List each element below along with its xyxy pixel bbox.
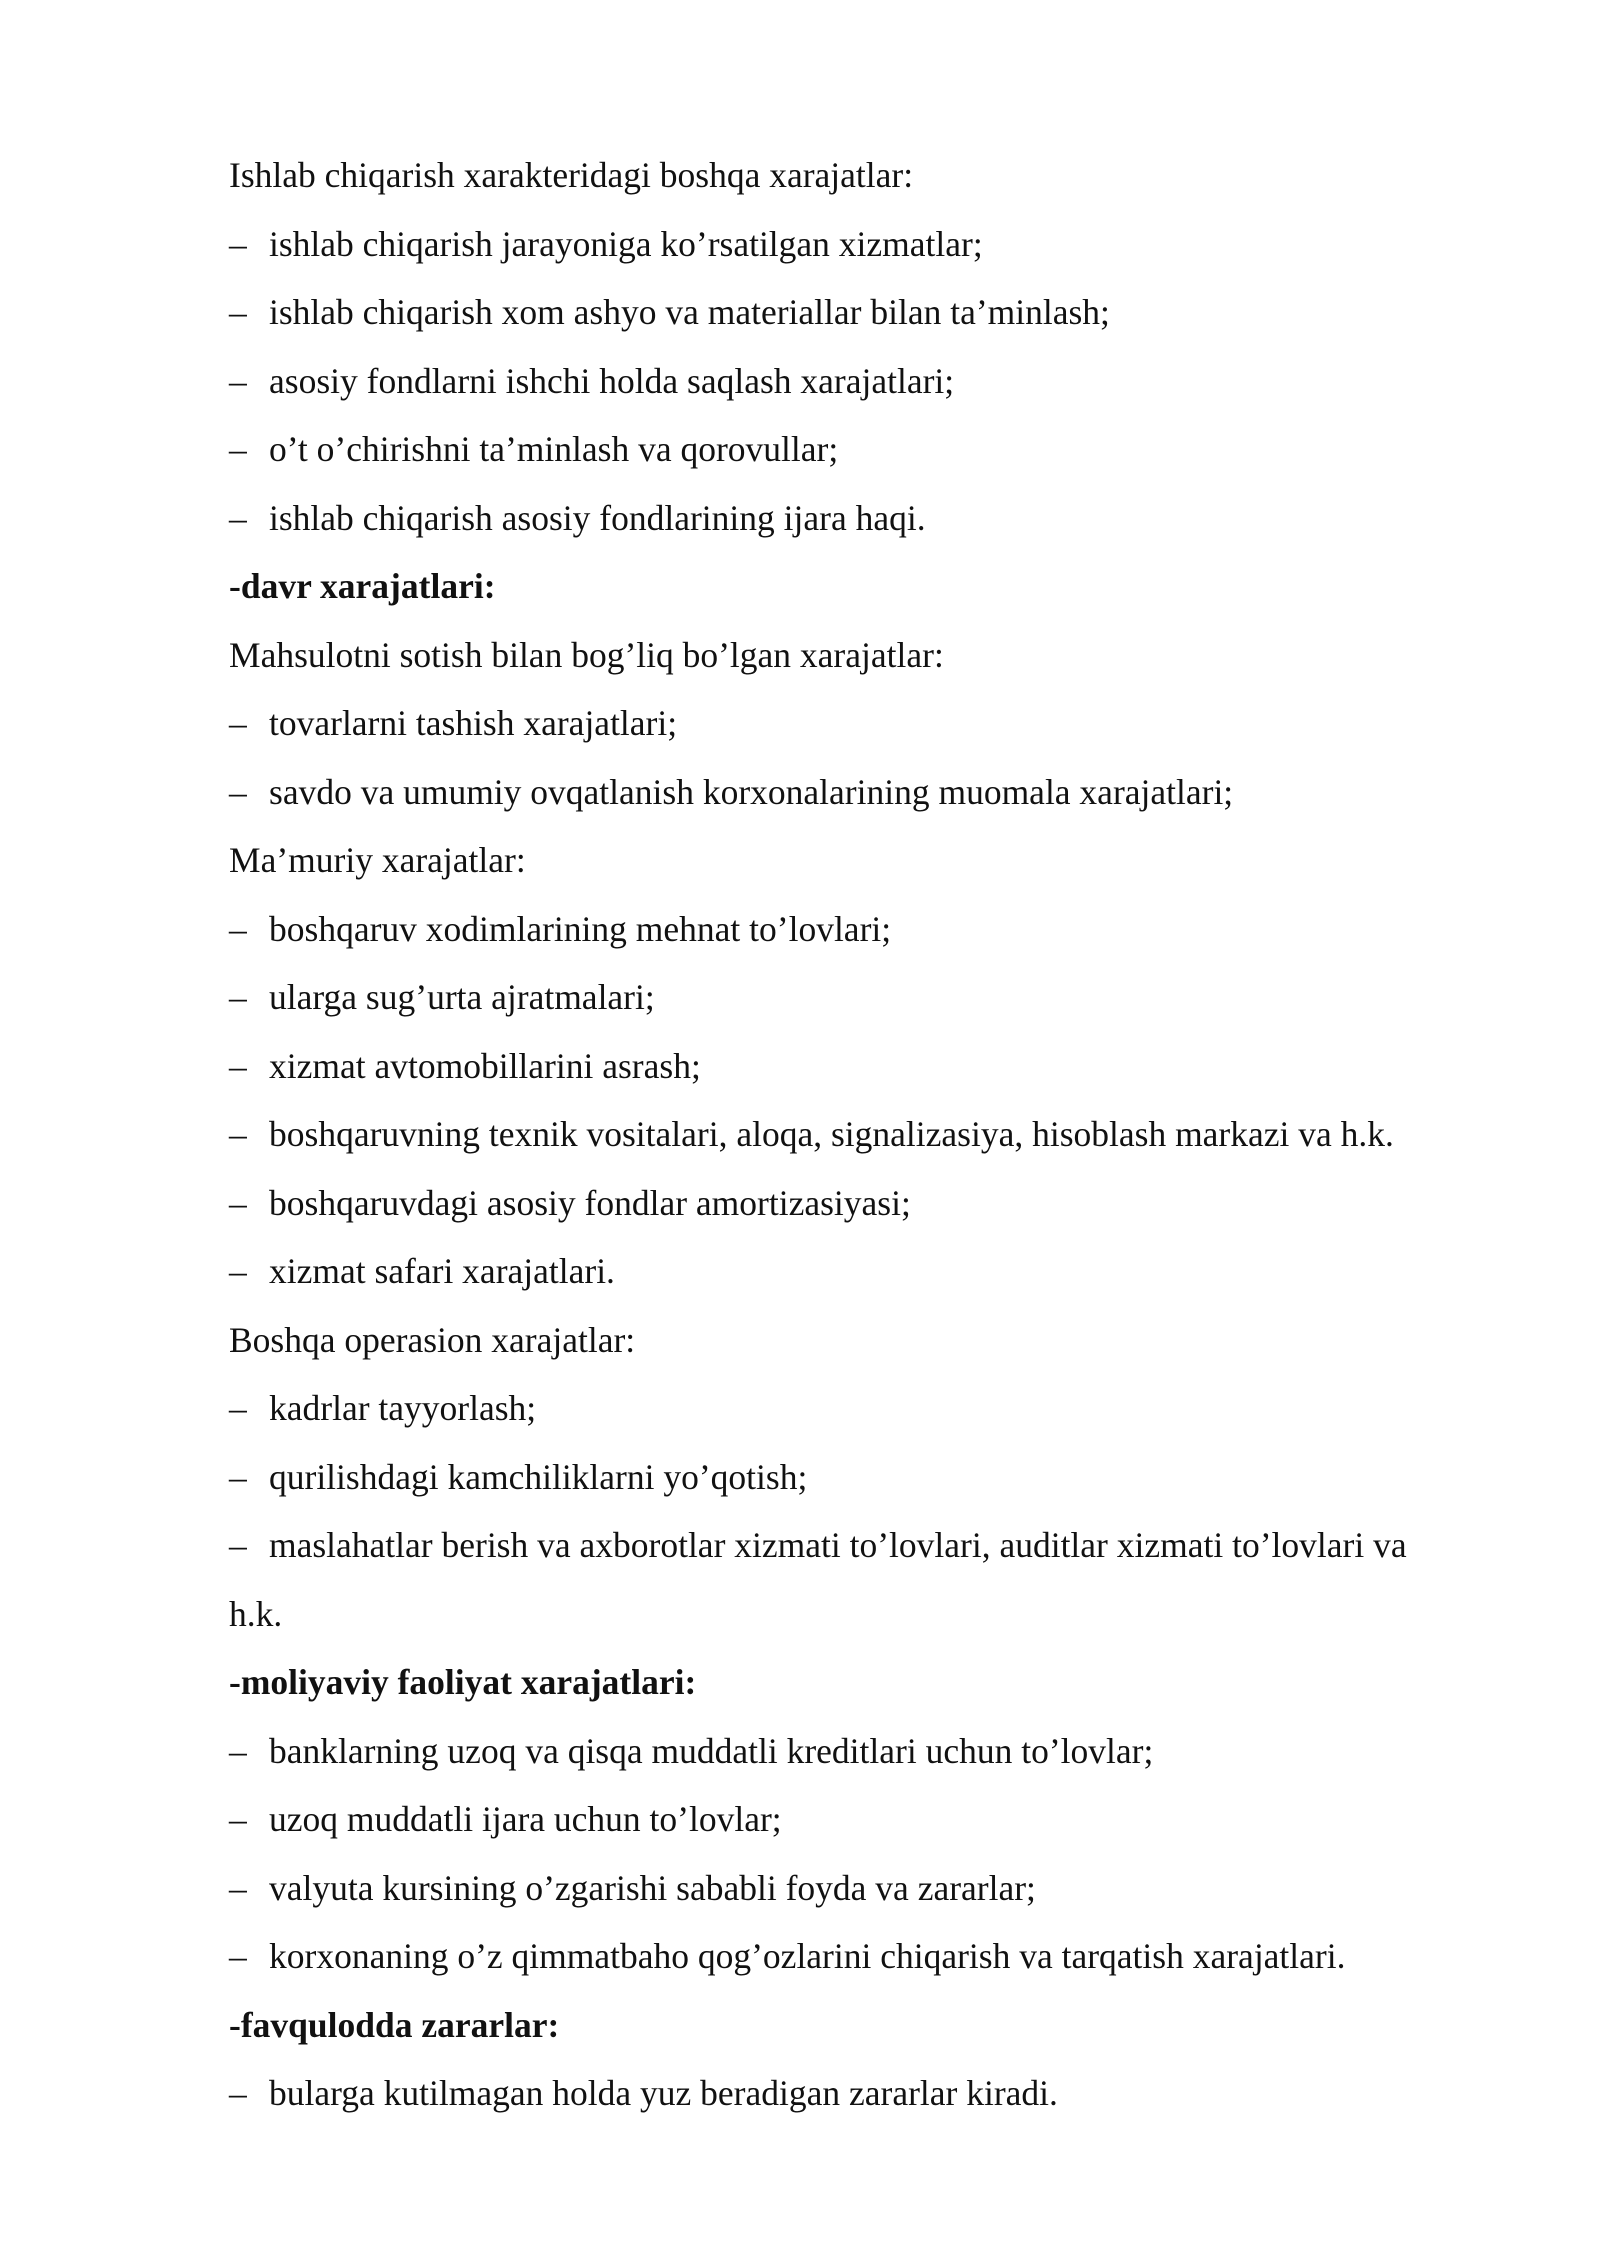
dash-bullet: – [229,977,247,1017]
paragraph-line: Boshqa operasion xarajatlar: [229,1319,636,1360]
dash-bullet: – [229,1867,247,1908]
list-item: – bularga kutilmagan holda yuz beradigan zararlar kiradi. [229,2066,1499,2135]
dash-bullet: – [229,1251,247,1291]
list-item: – valyuta kursining o’zgarishi sababli foyda va zararlar; [229,1861,1499,1930]
list-item: – xizmat safari xarajatlari. [229,1244,1499,1313]
dash-bullet: – [229,1182,247,1223]
section-heading: -moliyaviy faoliyat xarajatlari: [229,1662,697,1702]
dash-bullet: – [229,1799,247,1839]
dash-bullet: – [229,360,247,401]
list-item: – xizmat avtomobillarini asrash; [229,1039,1499,1108]
list-item: – qurilishdagi kamchiliklarni yo’qotish; [229,1450,1499,1519]
dash-bullet: – [229,223,247,264]
paragraph-line: h.k. [229,1593,283,1634]
dash-bullet: – [229,497,247,538]
paragraph-line: Mahsulotni sotish bilan bog’liq bo’lgan xarajatlar: [229,634,944,675]
list-item: – asosiy fondlarni ishchi holda saqlash xarajatlari; [229,354,1499,423]
dash-bullet: – [229,2073,247,2113]
dash-bullet: – [229,1730,247,1771]
paragraph-line: Ma’muriy xarajatlar: [229,840,526,880]
list-item: – boshqaruvdagi asosiy fondlar amortizasiyasi; [229,1176,1499,1245]
list-item: – boshqaruvning texnik vositalari, aloqa, signalizasiya, hisoblash markazi va h.k. [229,1107,1499,1176]
dash-bullet: – [229,1388,247,1428]
list-item: – korxonaning o’z qimmatbaho qog’ozlarini chiqarish va tarqatish xarajatlari. [229,1929,1499,1998]
document-page [229,148,1499,2135]
list-item: – banklarning uzoq va qisqa muddatli kreditlari uchun to’lovlar; [229,1724,1499,1793]
section-heading: -favqulodda zararlar: [229,2004,560,2045]
list-item: – ishlab chiqarish jarayoniga ko’rsatilgan xizmatlar; [229,217,1499,286]
dash-bullet: – [229,429,247,469]
list-item: – tovarlarni tashish xarajatlari; [229,696,1499,765]
dash-bullet: – [229,703,247,743]
dash-bullet: – [229,1456,247,1497]
dash-bullet: – [229,908,247,949]
list-item: – ishlab chiqarish asosiy fondlarining ijara haqi. [229,491,1499,560]
list-item: – ishlab chiqarish xom ashyo va materiallar bilan ta’minlash; [229,285,1499,354]
dash-bullet: – [229,1525,247,1565]
list-item: – maslahatlar berish va axborotlar xizmati to’lovlari, auditlar xizmati to’lovlari va [229,1518,1499,1587]
list-item: – uzoq muddatli ijara uchun to’lovlar; [229,1792,1499,1861]
dash-bullet: – [229,1045,247,1086]
dash-bullet: – [229,771,247,812]
list-item: – kadrlar tayyorlash; [229,1381,1499,1450]
dash-bullet: – [229,1114,247,1154]
list-item: – ularga sug’urta ajratmalari; [229,970,1499,1039]
list-item: – o’t o’chirishni ta’minlash va qorovullar; [229,422,1499,491]
list-item: – savdo va umumiy ovqatlanish korxonalarining muomala xarajatlari; [229,765,1499,834]
section-heading: -davr xarajatlari: [229,566,496,606]
list-item: – boshqaruv xodimlarining mehnat to’lovlari; [229,902,1499,971]
dash-bullet: – [229,1936,247,1976]
paragraph-line: Ishlab chiqarish xarakteridagi boshqa xarajatlar: [229,155,914,195]
dash-bullet: – [229,292,247,332]
